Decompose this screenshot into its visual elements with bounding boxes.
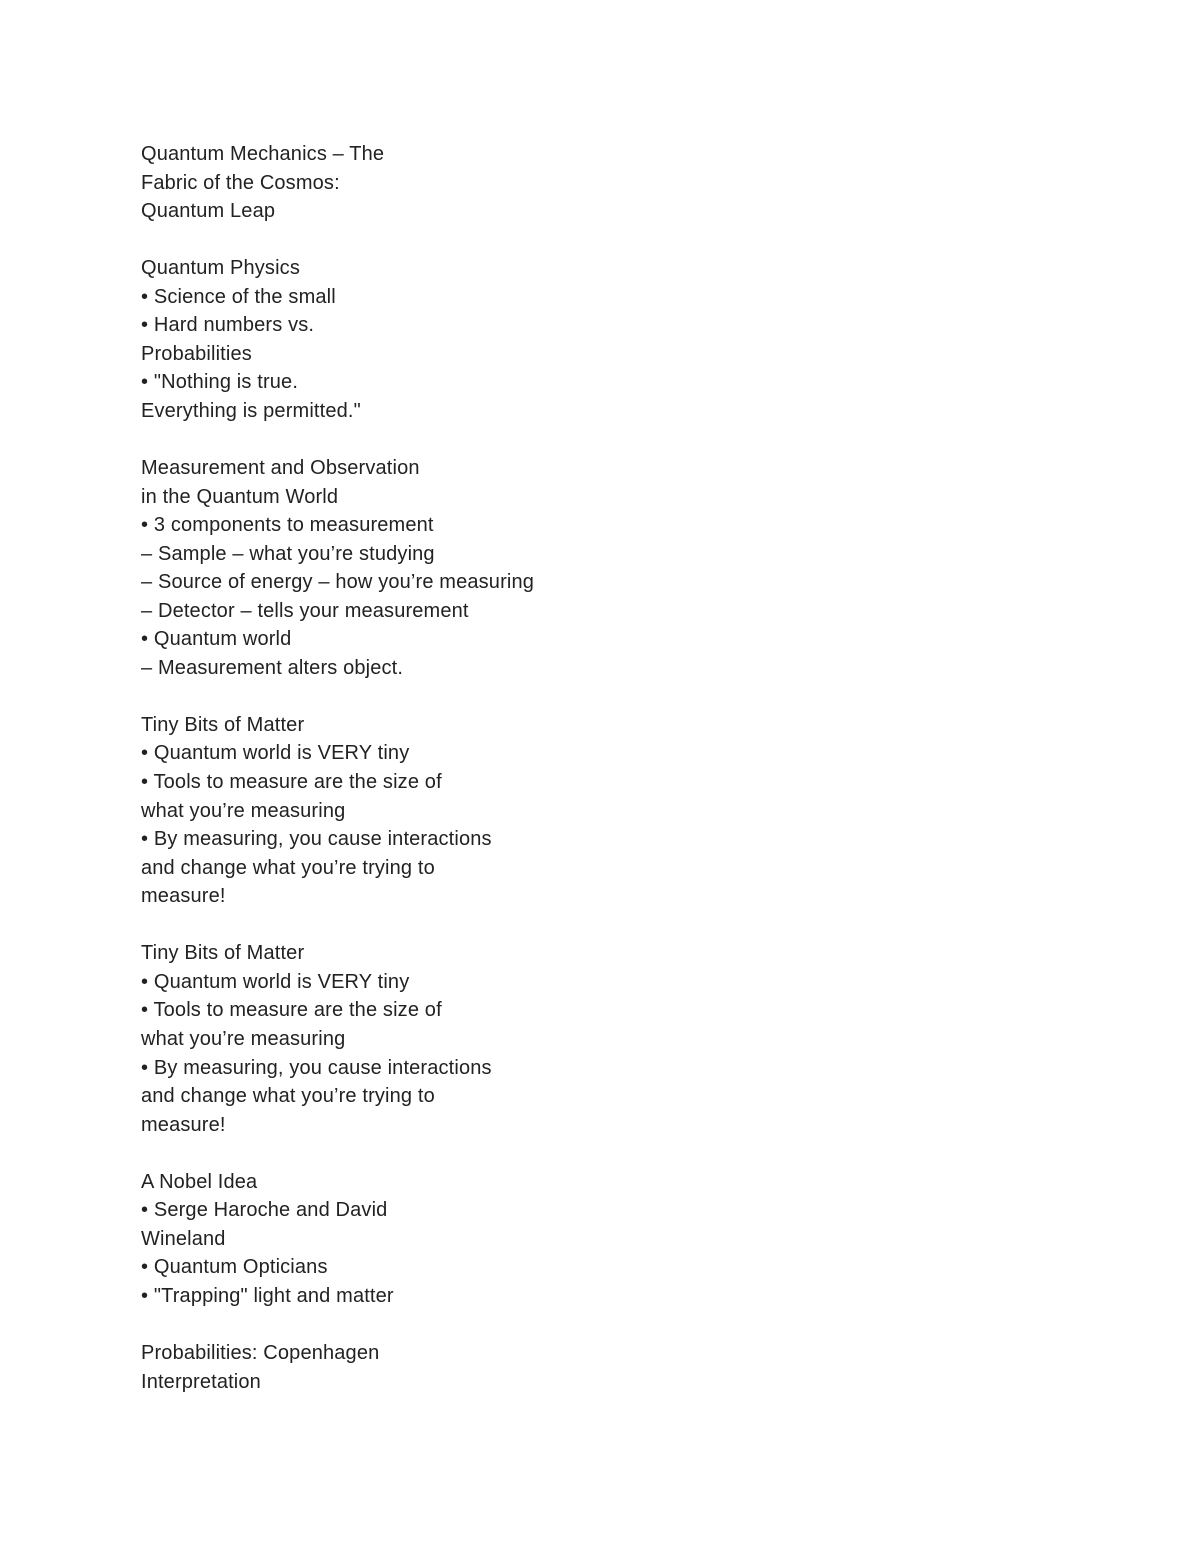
title-line-3: Quantum Leap xyxy=(141,200,276,223)
bullet-line: • Tools to measure are the size of xyxy=(141,999,442,1022)
text-line: Wineland xyxy=(141,1227,226,1250)
section-heading: Measurement and Observation xyxy=(141,457,420,480)
bullet-line: • Quantum world is VERY tiny xyxy=(141,742,410,765)
text-line: measure! xyxy=(141,885,226,908)
bullet-line: • Serge Haroche and David xyxy=(141,1199,388,1222)
text-line: and change what you’re trying to xyxy=(141,1085,435,1108)
section-heading: Interpretation xyxy=(141,1370,261,1393)
section-heading: Probabilities: Copenhagen xyxy=(141,1341,380,1364)
section-heading: Tiny Bits of Matter xyxy=(141,942,305,965)
title-line-1: Quantum Mechanics – The xyxy=(141,143,385,165)
bullet-line: • Quantum world xyxy=(141,628,292,651)
bullet-line: • Science of the small xyxy=(141,285,336,308)
spacer xyxy=(141,682,1041,711)
spacer xyxy=(141,226,1041,255)
bullet-line: • By measuring, you cause interactions xyxy=(141,1056,492,1079)
sub-bullet-line: – Measurement alters object. xyxy=(141,656,404,679)
text-line: Everything is permitted." xyxy=(141,399,361,422)
spacer xyxy=(141,425,1041,454)
spacer xyxy=(141,1310,1041,1339)
sub-bullet-line: – Detector – tells your measurement xyxy=(141,599,469,622)
text-line: Probabilities xyxy=(141,342,252,365)
bullet-line: • 3 components to measurement xyxy=(141,514,434,537)
bullet-line: • Quantum Opticians xyxy=(141,1256,328,1279)
section-heading: Quantum Physics xyxy=(141,257,300,280)
bullet-line: • "Nothing is true. xyxy=(141,371,299,394)
bullet-line: • Quantum world is VERY tiny xyxy=(141,970,410,993)
text-line: what you’re measuring xyxy=(141,1027,346,1050)
text-line: and change what you’re trying to xyxy=(141,856,435,879)
text-line: measure! xyxy=(141,1113,226,1136)
section-heading: Tiny Bits of Matter xyxy=(141,713,305,736)
bullet-line: • By measuring, you cause interactions xyxy=(141,828,492,851)
text-line: what you’re measuring xyxy=(141,799,346,822)
sub-bullet-line: – Source of energy – how you’re measuring xyxy=(141,571,535,594)
spacer xyxy=(141,911,1041,940)
title-line-2: Fabric of the Cosmos: xyxy=(141,171,340,194)
spacer xyxy=(141,1139,1041,1168)
sub-bullet-line: – Sample – what you’re studying xyxy=(141,542,435,565)
section-heading: in the Quantum World xyxy=(141,485,339,508)
document-body xyxy=(141,140,1041,1396)
section-heading: A Nobel Idea xyxy=(141,1170,258,1193)
bullet-line: • Tools to measure are the size of xyxy=(141,771,442,794)
bullet-line: • Hard numbers vs. xyxy=(141,314,315,337)
bullet-line: • "Trapping" light and matter xyxy=(141,1284,394,1307)
